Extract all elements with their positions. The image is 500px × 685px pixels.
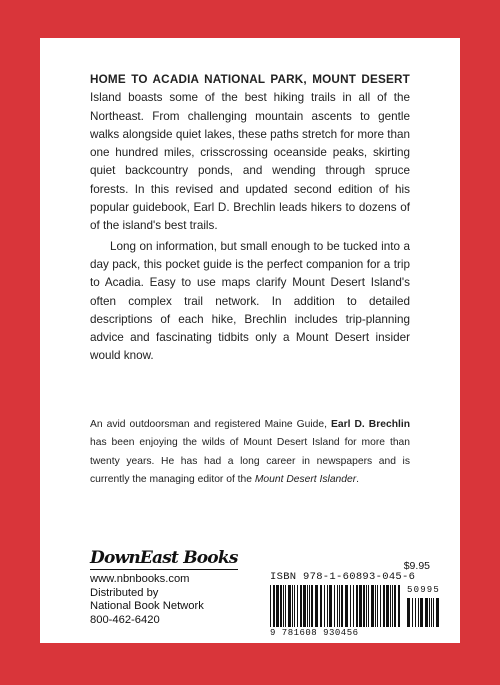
publisher-logo: DownEast Books [90,548,238,568]
author-bio [90,416,410,490]
blurb-lead: HOME TO ACADIA NATIONAL PARK, MOUNT DESERT [90,73,410,86]
distributor-line-1: Distributed by [90,586,159,599]
publisher-website: www.nbnbooks.com [90,573,190,585]
bio-end: . [356,474,360,486]
isbn-block [270,571,440,640]
bio-intro: An avid outdoorsman and registered Maine Guide, [90,419,332,430]
bio-middle: has been enjoying the wilds of Mount Desert Island for more than twenty years. He has had a long career in newspapers and is currently the managing editor of the [90,437,410,486]
publication-name: Mount Desert Islander [254,474,357,486]
blurb-paragraph-1 [90,71,410,236]
blurb-paragraph-2: Long on information, but small enough to be tucked into a day pack, this pocket guide is the perfect companion for a trip to Acadia. Easy to use maps clarify Mount Desert Island's often complex trail network. In addition to detailed descriptions of each hike, Brechlin includes trip-planning advice and fascinating tidbits only a Mount Desert insider would know. [90,239,410,363]
description-blurb [90,71,410,366]
author-name: Earl D. Brechlin [331,419,410,430]
barcode-addon-icon [407,598,439,627]
distributor-line-2: National Book Network [90,600,204,612]
isbn-text: ISBN 978-1-60893-045-6 [270,571,416,583]
publisher-info [90,548,260,627]
barcode-area [270,585,440,640]
blurb-p1-text: Island boasts some of the best hiking trails in all of the Northeast. From challenging mountain ascents to gentle walks alongside quiet lakes, these paths stretch for more than one hundred miles, crisscrossing oceanside peaks, skirting quiet backcountry ponds, and wending through spruce forests. In this revised and updated second edition of his popular guidebook, Earl D. Brechlin leads hikers to dozens of of the island's best trails. [90,91,410,233]
barcode-icon [270,585,400,627]
price-label: $9.95 [403,560,430,572]
content-panel [40,38,460,643]
barcode-ean-number: 9 781608 930456 [270,628,359,638]
barcode-addon-number: 50995 [407,585,441,595]
distributor-phone: 800-462-6420 [90,613,160,626]
